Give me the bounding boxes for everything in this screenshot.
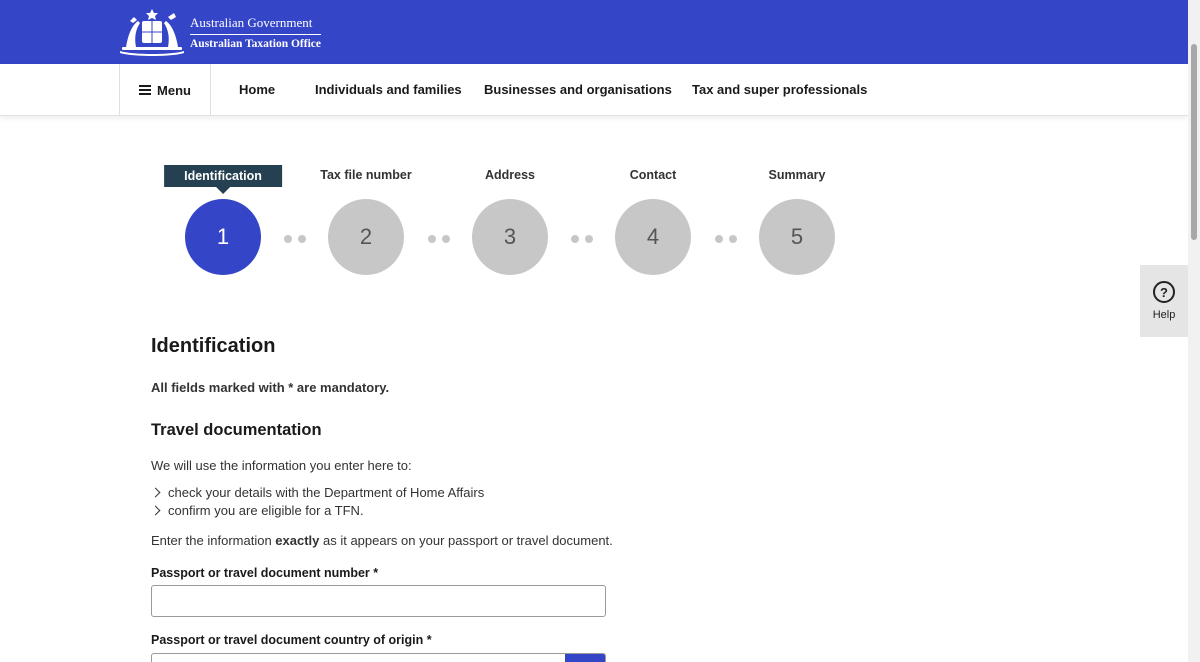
nav-link-home[interactable]: Home (239, 82, 276, 97)
step-5-circle: 5 (759, 199, 835, 275)
list-item (151, 485, 484, 500)
step-connector (715, 235, 737, 243)
chevron-right-icon (151, 506, 161, 516)
page-title: Identification (151, 335, 276, 357)
section-title: Travel documentation (151, 421, 322, 439)
passport-number-input[interactable] (151, 585, 606, 617)
step-connector (284, 235, 306, 243)
mandatory-note: All fields marked with * are mandatory. (151, 380, 390, 395)
country-label: Passport or travel document country of origin * (151, 633, 432, 647)
instruction-before: Enter the information (151, 533, 276, 548)
progress-stepper (0, 0, 1188, 300)
list-item-text: confirm you are eligible for a TFN. (168, 503, 364, 518)
step-label-address: Address (484, 168, 536, 182)
logo-ato-text: Australian Taxation Office (190, 37, 321, 50)
chevron-right-icon (151, 488, 161, 498)
step-connector (571, 235, 593, 243)
country-select[interactable] (151, 653, 606, 662)
page-scrollbar[interactable] (1188, 0, 1200, 662)
step-connector (428, 235, 450, 243)
step-3-circle: 3 (472, 199, 548, 275)
step-label-tax-file-number: Tax file number (320, 168, 412, 182)
instruction-bold: exactly (275, 533, 320, 548)
intro-text: We will use the information you enter here to: (151, 458, 412, 473)
instruction-text (151, 533, 613, 548)
help-icon: ? (1153, 281, 1175, 303)
passport-number-label: Passport or travel document number * (151, 566, 379, 580)
step-label-identification: Identification (164, 165, 282, 187)
list-item-text: check your details with the Department of Home Affairs (168, 485, 485, 500)
select-dropdown-button[interactable] (565, 654, 605, 662)
step-label-contact: Contact (629, 168, 677, 182)
step-label-summary: Summary (768, 168, 826, 182)
instruction-after: as it appears on your passport or travel document. (319, 533, 613, 548)
logo-government-text: Australian Government (190, 15, 321, 35)
list-item (151, 503, 364, 518)
nav-link-professionals[interactable]: Tax and super professionals (692, 82, 868, 97)
scrollbar-thumb[interactable] (1191, 44, 1197, 240)
help-button[interactable] (1140, 265, 1188, 337)
nav-link-businesses[interactable]: Businesses and organisations (484, 82, 672, 97)
nav-link-individuals[interactable]: Individuals and families (315, 82, 462, 97)
step-2-circle: 2 (328, 199, 404, 275)
menu-label: Menu (157, 82, 191, 98)
help-label: Help (1152, 309, 1176, 321)
step-4-circle: 4 (615, 199, 691, 275)
step-1-circle: 1 (185, 199, 261, 275)
